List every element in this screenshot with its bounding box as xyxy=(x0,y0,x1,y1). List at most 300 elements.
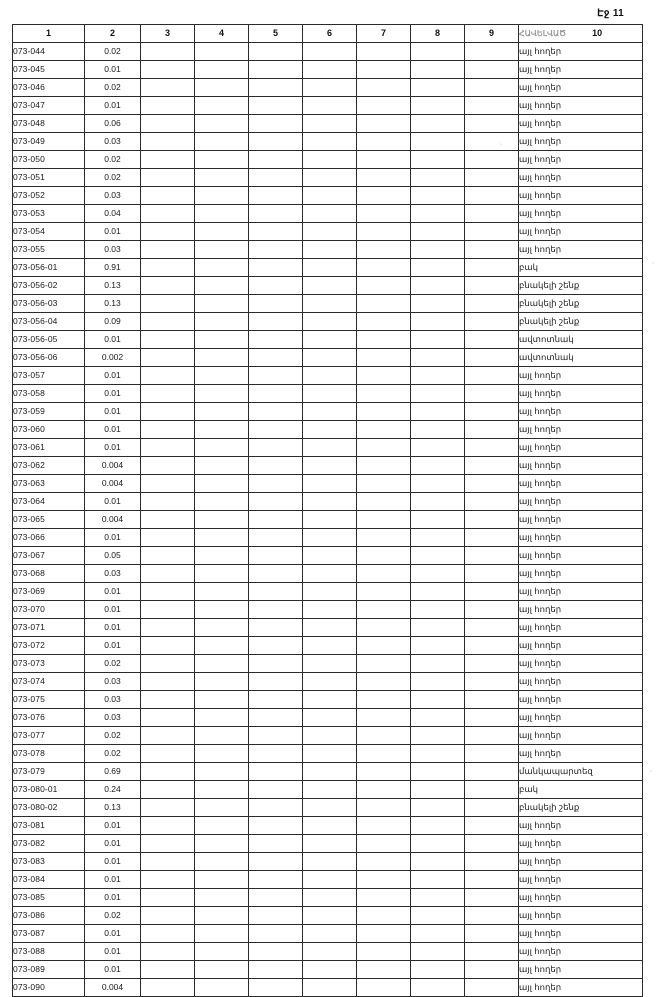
table-row xyxy=(13,763,643,781)
cell-empty-col-3 xyxy=(141,205,195,223)
cell-empty-col-6 xyxy=(303,457,357,475)
cell-empty-col-6 xyxy=(303,223,357,241)
cell-empty-col-6 xyxy=(303,691,357,709)
cell-land-use-note: այլ հողեր xyxy=(519,511,643,529)
cell-empty-col-3 xyxy=(141,961,195,979)
cell-land-use-note: այլ հողեր xyxy=(519,583,643,601)
cell-empty-col-6 xyxy=(303,205,357,223)
cell-parcel-code: 073-079 xyxy=(13,763,85,781)
cell-empty-col-9 xyxy=(465,439,519,457)
cell-area-value: 0.06 xyxy=(85,115,141,133)
cell-land-use-note: այլ հողեր xyxy=(519,403,643,421)
cell-empty-col-5 xyxy=(249,367,303,385)
cell-empty-col-8 xyxy=(411,871,465,889)
cell-area-value: 0.02 xyxy=(85,907,141,925)
cell-empty-col-5 xyxy=(249,781,303,799)
cell-land-use-note: այլ հողեր xyxy=(519,727,643,745)
cell-empty-col-6 xyxy=(303,745,357,763)
cell-area-value: 0.03 xyxy=(85,709,141,727)
cell-area-value: 0.69 xyxy=(85,763,141,781)
cell-empty-col-3 xyxy=(141,925,195,943)
cell-empty-col-9 xyxy=(465,979,519,997)
cell-land-use-note: ավտոտնակ xyxy=(519,349,643,367)
cell-empty-col-8 xyxy=(411,619,465,637)
cell-empty-col-7 xyxy=(357,61,411,79)
cell-empty-col-9 xyxy=(465,457,519,475)
cell-empty-col-4 xyxy=(195,691,249,709)
cell-empty-col-9 xyxy=(465,133,519,151)
cell-empty-col-9 xyxy=(465,331,519,349)
cell-empty-col-8 xyxy=(411,223,465,241)
cell-empty-col-3 xyxy=(141,907,195,925)
cell-empty-col-4 xyxy=(195,889,249,907)
cell-land-use-note: այլ հողեր xyxy=(519,961,643,979)
cell-empty-col-8 xyxy=(411,439,465,457)
cell-empty-col-5 xyxy=(249,439,303,457)
cell-empty-col-8 xyxy=(411,385,465,403)
cell-area-value: 0.13 xyxy=(85,295,141,313)
cell-land-use-note: այլ հողեր xyxy=(519,169,643,187)
cell-empty-col-4 xyxy=(195,241,249,259)
cell-empty-col-3 xyxy=(141,781,195,799)
cell-empty-col-7 xyxy=(357,439,411,457)
cell-empty-col-5 xyxy=(249,151,303,169)
cell-empty-col-8 xyxy=(411,709,465,727)
cell-parcel-code: 073-081 xyxy=(13,817,85,835)
table-row xyxy=(13,781,643,799)
page-number-label: Էջ 11 xyxy=(597,8,624,19)
cell-empty-col-9 xyxy=(465,673,519,691)
cell-empty-col-8 xyxy=(411,115,465,133)
cell-empty-col-3 xyxy=(141,799,195,817)
cell-empty-col-9 xyxy=(465,79,519,97)
cell-empty-col-9 xyxy=(465,475,519,493)
cell-empty-col-4 xyxy=(195,133,249,151)
header-smudge-text: ՀԱՎԵԼՎԱԾ xyxy=(519,29,567,38)
cell-parcel-code: 073-066 xyxy=(13,529,85,547)
table-row xyxy=(13,385,643,403)
cell-area-value: 0.01 xyxy=(85,529,141,547)
cell-area-value: 0.002 xyxy=(85,349,141,367)
cell-parcel-code: 073-063 xyxy=(13,475,85,493)
cell-empty-col-8 xyxy=(411,565,465,583)
cell-parcel-code: 073-057 xyxy=(13,367,85,385)
cell-land-use-note: այլ հողեր xyxy=(519,925,643,943)
cell-empty-col-3 xyxy=(141,475,195,493)
cell-area-value: 0.03 xyxy=(85,565,141,583)
cell-area-value: 0.09 xyxy=(85,313,141,331)
cell-empty-col-7 xyxy=(357,763,411,781)
cell-area-value: 0.01 xyxy=(85,961,141,979)
cell-empty-col-8 xyxy=(411,61,465,79)
cell-land-use-note: այլ հողեր xyxy=(519,61,643,79)
cell-empty-col-3 xyxy=(141,745,195,763)
table-row xyxy=(13,241,643,259)
cell-empty-col-5 xyxy=(249,331,303,349)
cell-empty-col-7 xyxy=(357,493,411,511)
column-header-10-number: 10 xyxy=(592,28,603,38)
table-row xyxy=(13,475,643,493)
table-row xyxy=(13,439,643,457)
cell-parcel-code: 073-061 xyxy=(13,439,85,457)
cell-empty-col-4 xyxy=(195,403,249,421)
cell-empty-col-9 xyxy=(465,961,519,979)
cell-empty-col-8 xyxy=(411,133,465,151)
cell-empty-col-9 xyxy=(465,565,519,583)
cell-empty-col-7 xyxy=(357,457,411,475)
cell-empty-col-7 xyxy=(357,529,411,547)
cell-parcel-code: 073-045 xyxy=(13,61,85,79)
cell-empty-col-9 xyxy=(465,421,519,439)
cell-empty-col-4 xyxy=(195,349,249,367)
cell-empty-col-5 xyxy=(249,511,303,529)
table-row xyxy=(13,97,643,115)
cell-empty-col-6 xyxy=(303,529,357,547)
table-row xyxy=(13,295,643,313)
table-row xyxy=(13,43,643,61)
cell-parcel-code: 073-072 xyxy=(13,637,85,655)
cell-empty-col-9 xyxy=(465,403,519,421)
table-row xyxy=(13,907,643,925)
cell-empty-col-3 xyxy=(141,853,195,871)
cell-empty-col-5 xyxy=(249,313,303,331)
cell-empty-col-6 xyxy=(303,979,357,997)
cell-area-value: 0.01 xyxy=(85,223,141,241)
cell-area-value: 0.01 xyxy=(85,493,141,511)
cell-land-use-note: այլ հողեր xyxy=(519,835,643,853)
cell-empty-col-7 xyxy=(357,277,411,295)
cell-empty-col-8 xyxy=(411,655,465,673)
cell-empty-col-3 xyxy=(141,457,195,475)
cell-empty-col-4 xyxy=(195,97,249,115)
cell-empty-col-6 xyxy=(303,475,357,493)
table-row xyxy=(13,745,643,763)
cell-empty-col-3 xyxy=(141,97,195,115)
cell-empty-col-9 xyxy=(465,205,519,223)
cell-empty-col-4 xyxy=(195,637,249,655)
cell-empty-col-8 xyxy=(411,583,465,601)
cell-empty-col-4 xyxy=(195,799,249,817)
cell-parcel-code: 073-049 xyxy=(13,133,85,151)
cell-empty-col-3 xyxy=(141,169,195,187)
cell-area-value: 0.02 xyxy=(85,727,141,745)
table-row xyxy=(13,889,643,907)
cell-empty-col-7 xyxy=(357,421,411,439)
cell-empty-col-7 xyxy=(357,961,411,979)
cell-parcel-code: 073-052 xyxy=(13,187,85,205)
cell-empty-col-9 xyxy=(465,493,519,511)
cell-empty-col-6 xyxy=(303,259,357,277)
cell-empty-col-9 xyxy=(465,745,519,763)
cell-empty-col-7 xyxy=(357,691,411,709)
cell-land-use-note: այլ հողեր xyxy=(519,97,643,115)
cell-land-use-note: այլ հողեր xyxy=(519,385,643,403)
cell-empty-col-6 xyxy=(303,799,357,817)
cell-empty-col-7 xyxy=(357,367,411,385)
cell-empty-col-5 xyxy=(249,979,303,997)
cell-parcel-code: 073-056-01 xyxy=(13,259,85,277)
table-row xyxy=(13,259,643,277)
cell-empty-col-9 xyxy=(465,151,519,169)
cell-empty-col-7 xyxy=(357,115,411,133)
cell-empty-col-5 xyxy=(249,385,303,403)
cell-parcel-code: 073-080-01 xyxy=(13,781,85,799)
cell-parcel-code: 073-083 xyxy=(13,853,85,871)
cell-empty-col-6 xyxy=(303,79,357,97)
cell-empty-col-3 xyxy=(141,403,195,421)
cell-parcel-code: 073-051 xyxy=(13,169,85,187)
cell-area-value: 0.01 xyxy=(85,403,141,421)
cell-empty-col-8 xyxy=(411,421,465,439)
cell-parcel-code: 073-082 xyxy=(13,835,85,853)
cell-empty-col-4 xyxy=(195,763,249,781)
cell-parcel-code: 073-077 xyxy=(13,727,85,745)
table-row xyxy=(13,817,643,835)
cell-empty-col-8 xyxy=(411,835,465,853)
table-row xyxy=(13,205,643,223)
cell-empty-col-7 xyxy=(357,817,411,835)
table-row xyxy=(13,979,643,997)
cell-empty-col-3 xyxy=(141,889,195,907)
cell-land-use-note: այլ հողեր xyxy=(519,241,643,259)
cell-empty-col-9 xyxy=(465,61,519,79)
cell-empty-col-3 xyxy=(141,133,195,151)
cell-area-value: 0.01 xyxy=(85,925,141,943)
cell-empty-col-5 xyxy=(249,727,303,745)
cell-parcel-code: 073-076 xyxy=(13,709,85,727)
cell-empty-col-9 xyxy=(465,907,519,925)
cell-empty-col-6 xyxy=(303,403,357,421)
cell-empty-col-4 xyxy=(195,853,249,871)
cell-parcel-code: 073-060 xyxy=(13,421,85,439)
cell-parcel-code: 073-067 xyxy=(13,547,85,565)
cell-land-use-note: ավտոտնակ xyxy=(519,331,643,349)
cell-empty-col-9 xyxy=(465,655,519,673)
cell-empty-col-9 xyxy=(465,727,519,745)
cell-empty-col-9 xyxy=(465,169,519,187)
cell-empty-col-6 xyxy=(303,547,357,565)
cell-empty-col-4 xyxy=(195,79,249,97)
cell-empty-col-6 xyxy=(303,781,357,799)
cell-empty-col-4 xyxy=(195,331,249,349)
cell-empty-col-5 xyxy=(249,619,303,637)
cell-area-value: 0.01 xyxy=(85,97,141,115)
table-row xyxy=(13,727,643,745)
cell-empty-col-9 xyxy=(465,367,519,385)
column-header-4: 4 xyxy=(195,25,249,43)
cell-empty-col-9 xyxy=(465,97,519,115)
cell-empty-col-3 xyxy=(141,943,195,961)
cell-empty-col-4 xyxy=(195,583,249,601)
cell-parcel-code: 073-080-02 xyxy=(13,799,85,817)
cell-empty-col-5 xyxy=(249,601,303,619)
cell-empty-col-3 xyxy=(141,115,195,133)
cell-parcel-code: 073-059 xyxy=(13,403,85,421)
cell-empty-col-9 xyxy=(465,871,519,889)
table-row xyxy=(13,799,643,817)
cell-empty-col-6 xyxy=(303,619,357,637)
cell-empty-col-4 xyxy=(195,727,249,745)
cell-area-value: 0.01 xyxy=(85,385,141,403)
cell-empty-col-5 xyxy=(249,745,303,763)
cell-empty-col-3 xyxy=(141,331,195,349)
cell-empty-col-7 xyxy=(357,781,411,799)
table-row xyxy=(13,925,643,943)
cell-empty-col-9 xyxy=(465,277,519,295)
cell-land-use-note: այլ հողեր xyxy=(519,655,643,673)
cell-empty-col-6 xyxy=(303,907,357,925)
cell-empty-col-9 xyxy=(465,259,519,277)
cell-empty-col-6 xyxy=(303,889,357,907)
cell-area-value: 0.004 xyxy=(85,979,141,997)
cell-land-use-note: այլ հողեր xyxy=(519,601,643,619)
cell-empty-col-8 xyxy=(411,529,465,547)
cell-land-use-note: այլ հողեր xyxy=(519,889,643,907)
cell-empty-col-8 xyxy=(411,763,465,781)
cell-empty-col-3 xyxy=(141,277,195,295)
cell-empty-col-7 xyxy=(357,871,411,889)
cell-empty-col-6 xyxy=(303,835,357,853)
cell-empty-col-5 xyxy=(249,493,303,511)
cell-empty-col-5 xyxy=(249,637,303,655)
cell-empty-col-6 xyxy=(303,925,357,943)
cell-area-value: 0.02 xyxy=(85,655,141,673)
cell-land-use-note: այլ հողեր xyxy=(519,547,643,565)
cell-empty-col-8 xyxy=(411,331,465,349)
table-row xyxy=(13,457,643,475)
cell-empty-col-6 xyxy=(303,565,357,583)
cell-area-value: 0.01 xyxy=(85,331,141,349)
cell-area-value: 0.01 xyxy=(85,943,141,961)
cell-empty-col-7 xyxy=(357,565,411,583)
cell-empty-col-5 xyxy=(249,943,303,961)
cell-parcel-code: 073-070 xyxy=(13,601,85,619)
cell-empty-col-4 xyxy=(195,313,249,331)
cell-empty-col-9 xyxy=(465,817,519,835)
cell-empty-col-6 xyxy=(303,385,357,403)
column-header-5: 5 xyxy=(249,25,303,43)
cell-empty-col-4 xyxy=(195,493,249,511)
cell-empty-col-4 xyxy=(195,223,249,241)
cell-parcel-code: 073-056-03 xyxy=(13,295,85,313)
cell-parcel-code: 073-056-02 xyxy=(13,277,85,295)
cell-empty-col-7 xyxy=(357,727,411,745)
cell-empty-col-7 xyxy=(357,187,411,205)
cell-empty-col-5 xyxy=(249,907,303,925)
cell-land-use-note: այլ հողեր xyxy=(519,367,643,385)
cell-empty-col-5 xyxy=(249,547,303,565)
cell-area-value: 0.02 xyxy=(85,169,141,187)
cell-empty-col-3 xyxy=(141,61,195,79)
cell-empty-col-5 xyxy=(249,277,303,295)
cell-parcel-code: 073-078 xyxy=(13,745,85,763)
cell-empty-col-5 xyxy=(249,709,303,727)
cell-empty-col-4 xyxy=(195,817,249,835)
cell-empty-col-5 xyxy=(249,673,303,691)
cell-parcel-code: 073-048 xyxy=(13,115,85,133)
cell-empty-col-3 xyxy=(141,691,195,709)
scan-artifact-inline: ՝ xyxy=(500,144,502,151)
cell-empty-col-7 xyxy=(357,655,411,673)
cell-empty-col-5 xyxy=(249,925,303,943)
cell-empty-col-3 xyxy=(141,673,195,691)
cell-empty-col-7 xyxy=(357,853,411,871)
column-header-3: 3 xyxy=(141,25,195,43)
cell-empty-col-3 xyxy=(141,709,195,727)
cell-empty-col-9 xyxy=(465,511,519,529)
cell-land-use-note: այլ հողեր xyxy=(519,979,643,997)
cell-empty-col-5 xyxy=(249,871,303,889)
cell-empty-col-5 xyxy=(249,205,303,223)
cell-parcel-code: 073-068 xyxy=(13,565,85,583)
cell-empty-col-6 xyxy=(303,295,357,313)
cell-area-value: 0.01 xyxy=(85,439,141,457)
cell-empty-col-3 xyxy=(141,493,195,511)
cell-empty-col-4 xyxy=(195,943,249,961)
cell-empty-col-6 xyxy=(303,115,357,133)
cell-empty-col-4 xyxy=(195,709,249,727)
table-row xyxy=(13,673,643,691)
column-header-9: 9 xyxy=(465,25,519,43)
cell-empty-col-7 xyxy=(357,943,411,961)
cell-empty-col-8 xyxy=(411,961,465,979)
cell-empty-col-5 xyxy=(249,169,303,187)
cell-land-use-note: այլ հողեր xyxy=(519,79,643,97)
cell-empty-col-6 xyxy=(303,637,357,655)
cell-parcel-code: 073-088 xyxy=(13,943,85,961)
cell-empty-col-9 xyxy=(465,709,519,727)
table-row xyxy=(13,943,643,961)
cell-empty-col-5 xyxy=(249,259,303,277)
cell-empty-col-4 xyxy=(195,457,249,475)
cell-empty-col-5 xyxy=(249,799,303,817)
cell-land-use-note: այլ հողեր xyxy=(519,43,643,61)
cell-area-value: 0.01 xyxy=(85,835,141,853)
cell-empty-col-7 xyxy=(357,799,411,817)
cell-parcel-code: 073-062 xyxy=(13,457,85,475)
cell-parcel-code: 073-086 xyxy=(13,907,85,925)
table-row xyxy=(13,691,643,709)
cell-empty-col-7 xyxy=(357,169,411,187)
cell-land-use-note: այլ հողեր xyxy=(519,691,643,709)
cell-empty-col-5 xyxy=(249,403,303,421)
cell-empty-col-9 xyxy=(465,853,519,871)
scan-artifact-right-upper: ՛ xyxy=(652,263,654,270)
cell-empty-col-7 xyxy=(357,979,411,997)
cell-empty-col-3 xyxy=(141,637,195,655)
cell-empty-col-8 xyxy=(411,511,465,529)
cell-parcel-code: 073-054 xyxy=(13,223,85,241)
cell-empty-col-3 xyxy=(141,835,195,853)
table-body xyxy=(13,43,643,997)
cell-empty-col-4 xyxy=(195,169,249,187)
cell-empty-col-8 xyxy=(411,799,465,817)
cell-land-use-note: այլ հողեր xyxy=(519,709,643,727)
cell-parcel-code: 073-085 xyxy=(13,889,85,907)
cell-empty-col-8 xyxy=(411,349,465,367)
cell-empty-col-6 xyxy=(303,727,357,745)
table-row xyxy=(13,961,643,979)
cell-parcel-code: 073-074 xyxy=(13,673,85,691)
cell-land-use-note: այլ հողեր xyxy=(519,907,643,925)
cell-empty-col-7 xyxy=(357,835,411,853)
cell-empty-col-8 xyxy=(411,925,465,943)
cell-area-value: 0.02 xyxy=(85,151,141,169)
cell-parcel-code: 073-069 xyxy=(13,583,85,601)
cell-empty-col-3 xyxy=(141,763,195,781)
cell-empty-col-7 xyxy=(357,637,411,655)
cell-empty-col-5 xyxy=(249,475,303,493)
